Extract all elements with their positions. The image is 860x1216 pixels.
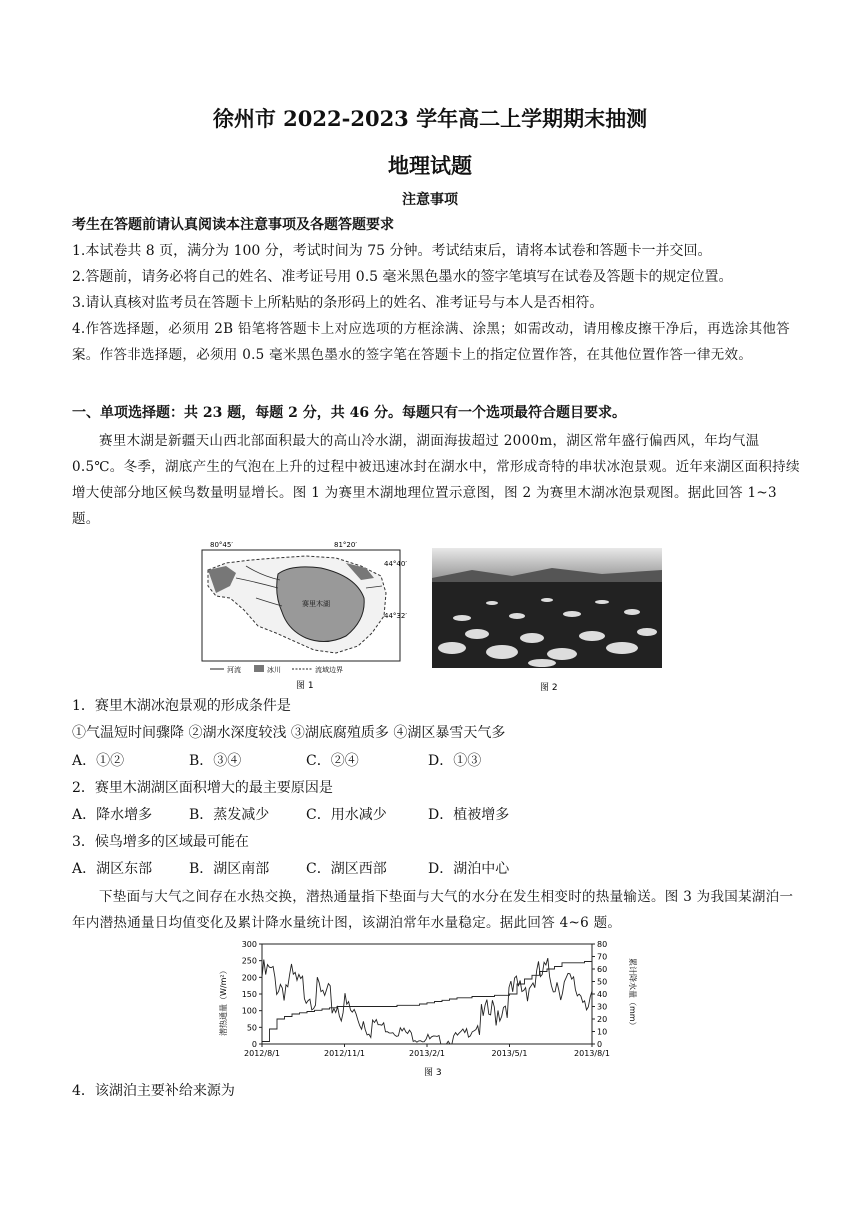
latitude-label: 44°32′ xyxy=(384,612,407,620)
option[interactable]: B．蒸发减少 xyxy=(189,807,270,823)
y-axis-right-label: 累计降水量（mm） xyxy=(628,958,637,1030)
options-row xyxy=(72,802,800,828)
y-tick-label-left: 200 xyxy=(241,973,257,983)
longitude-label: 81°20′ xyxy=(334,541,357,549)
figure-1-caption: 图 1 xyxy=(296,681,314,690)
question-conditions: ①气温短时间骤降 ②湖水深度较浅 ③湖底腐殖质多 ④湖区暴雪天气多 xyxy=(72,725,506,741)
notice-item: 1.本试卷共 8 页，满分为 100 分，考试时间为 75 分钟。考试结束后，请将本试卷和答题卡一并交回。 xyxy=(72,243,712,259)
x-tick-label: 2013/2/1 xyxy=(409,1049,445,1058)
plot-area xyxy=(262,944,592,1044)
question-stem: 2．赛里木湖湖区面积增大的最主要原因是 xyxy=(72,780,333,796)
series-latent-heat-flux xyxy=(262,958,592,1044)
option[interactable]: D．植被增多 xyxy=(428,807,510,823)
option[interactable]: A．降水增多 xyxy=(72,807,153,823)
options-row xyxy=(72,748,800,774)
longitude-label: 80°45′ xyxy=(210,541,233,549)
notice-item: 2.答题前，请务必将自己的姓名、准考证号用 0.5 毫米黑色墨水的签字笔填写在试卷及答题卡的规定位置。 xyxy=(72,269,733,285)
figure-3-caption: 图 3 xyxy=(424,1068,442,1078)
figure-3-chart xyxy=(212,936,652,1078)
paper-subtitle: 地理试题 xyxy=(388,153,472,178)
y-tick-label-left: 250 xyxy=(241,956,257,966)
y-tick-label-right: 10 xyxy=(597,1027,608,1037)
notice-heading: 注意事项 xyxy=(402,192,458,208)
option[interactable]: C．②④ xyxy=(306,753,359,769)
option[interactable]: B．③④ xyxy=(189,753,242,769)
option[interactable]: D．湖泊中心 xyxy=(428,861,510,877)
x-tick-label: 2013/5/1 xyxy=(491,1049,528,1058)
legend-glacier-symbol xyxy=(254,665,264,672)
y-axis-left-label: 潜热通量（W/m²） xyxy=(219,966,228,1036)
x-tick-label: 2013/8/1 xyxy=(574,1049,610,1058)
paper-title: 徐州市 2022-2023 学年高二上学期期末抽测 xyxy=(212,106,648,131)
y-tick-label-right: 70 xyxy=(597,952,608,962)
y-tick-label-right: 40 xyxy=(597,990,608,999)
question-stem: 4．该湖泊主要补给来源为 xyxy=(72,1083,235,1099)
notice-lead: 考生在答题前请认真阅读本注意事项及各题答题要求 xyxy=(72,217,394,233)
legend-boundary: 流域边界 xyxy=(315,666,343,674)
passage: 下垫面与大气之间存在水热交换，潜热通量指下垫面与大气的水分在发生相变时的热量输送。图 3 为我国某湖泊一年内潜热通量日均值变化及累计降水量统计图，该湖泊常年水量稳定。据此回答 4~6 题。 xyxy=(72,889,794,931)
photo-ice xyxy=(432,582,662,668)
lake-label: 赛里木湖 xyxy=(302,600,330,608)
figure-2-photo xyxy=(432,548,662,694)
legend-glacier: 冰川 xyxy=(267,666,281,674)
section-heading: 一、单项选择题：共 23 题，每题 2 分，共 46 分。每题只有一个选项最符合题目要求。 xyxy=(72,405,626,421)
y-tick-label-right: 30 xyxy=(597,1002,608,1012)
legend-river: 河流 xyxy=(227,666,241,674)
x-tick-label: 2012/8/1 xyxy=(244,1049,280,1058)
figure-1-map xyxy=(196,538,408,690)
question-stem: 1．赛里木湖冰泡景观的形成条件是 xyxy=(72,698,291,714)
question-stem: 3．候鸟增多的区域最可能在 xyxy=(72,834,249,850)
y-tick-label-right: 50 xyxy=(597,977,608,987)
y-tick-label-left: 50 xyxy=(246,1023,257,1033)
option[interactable]: A．湖区东部 xyxy=(72,861,153,877)
latitude-label: 44°40′ xyxy=(384,560,407,568)
y-tick-label-left: 150 xyxy=(241,990,257,999)
y-tick-label-right: 80 xyxy=(597,940,608,949)
option[interactable]: A．①② xyxy=(72,753,125,769)
passage: 赛里木湖是新疆天山西北部面积最大的高山冷水湖，湖面海拔超过 2000m，湖区常年盛行偏西风，年均气温 0.5℃。冬季，湖底产生的气泡在上升的过程中被迅速冰封在湖水中，常形成奇特的串状冰泡景观。近年来湖区面积持续增大使部分地区候鸟数量明显增长。图 1 为赛里木湖地理位置示意图，图 2 为赛里木湖冰泡景观图。据此回答 1~3 题。 xyxy=(72,433,800,527)
y-tick-label-right: 20 xyxy=(597,1015,608,1024)
y-tick-label-left: 100 xyxy=(241,1006,257,1016)
option[interactable]: B．湖区南部 xyxy=(189,861,270,877)
option[interactable]: C．用水减少 xyxy=(306,807,387,823)
y-tick-label-right: 60 xyxy=(597,965,608,974)
notice-item: 3.请认真核对监考员在答题卡上所粘贴的条形码上的姓名、准考证号与本人是否相符。 xyxy=(72,295,604,311)
figure-2-caption: 图 2 xyxy=(540,683,558,693)
notice-item: 4.作答选择题，必须用 2B 铅笔将答题卡上对应选项的方框涂满、涂黑；如需改动，请用橡皮擦干净后，再选涂其他答案。作答非选择题，必须用 0.5 毫米黑色墨水的签字笔在答题卡上的指定位置作答，在其他位置作答一律无效。 xyxy=(72,321,790,363)
y-tick-label-right: 0 xyxy=(597,1040,603,1049)
x-tick-label: 2012/11/1 xyxy=(323,1049,366,1058)
option[interactable]: D．①③ xyxy=(428,753,482,769)
y-tick-label-left: 0 xyxy=(251,1040,257,1049)
y-tick-label-left: 300 xyxy=(241,940,257,949)
options-row xyxy=(72,856,800,882)
option[interactable]: C．湖区西部 xyxy=(306,861,387,877)
